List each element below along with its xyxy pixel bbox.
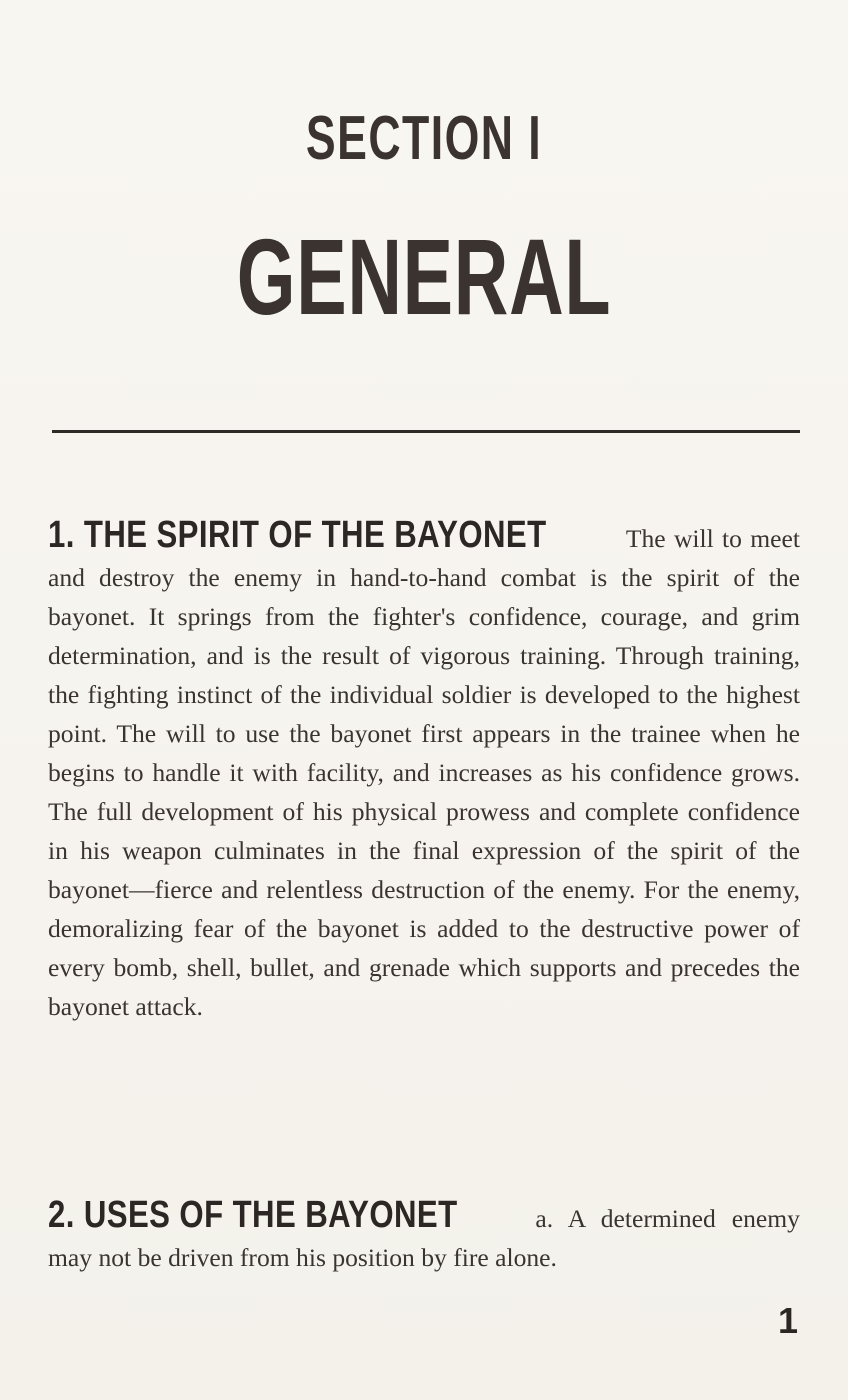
paragraph-text: The will to meet and destroy the enemy in hand-to-hand combat is the spirit of the bayonet. It springs from the fighter's confidence, courage, and grim determination, and is the result of vigorous training. Through training, the fighting instinct of the individual soldier is developed to the highest point. The will to use the bayonet first appears in the trainee when he begins to handle it with facility, and increases as his confidence grows. The full development of his physical prowess and complete confidence in his weapon culminates in the final expression of the spirit of the bayonet—fierce and relentless destruction of the enemy. For the enemy, demoralizing fear of the bayonet is added to the destructive power of every bomb, shell, bullet, and grenade which supports and precedes the bayonet attack. [48,524,801,1021]
horizontal-rule [52,430,800,433]
page-number: 1 [777,1300,798,1341]
paragraph-heading: 1. THE SPIRIT OF THE BAYONET [48,514,547,556]
paragraph-spirit-of-the-bayonet [48,516,800,1026]
paragraph-text: a. A determined enemy may not be driven from his position by fire alone. [48,1204,800,1272]
section-title: GENERAL [236,216,612,337]
paragraph-uses-of-the-bayonet [48,1196,800,1277]
paragraph-heading: 2. USES OF THE BAYONET [48,1194,458,1236]
section-label: SECTION I [305,104,543,173]
